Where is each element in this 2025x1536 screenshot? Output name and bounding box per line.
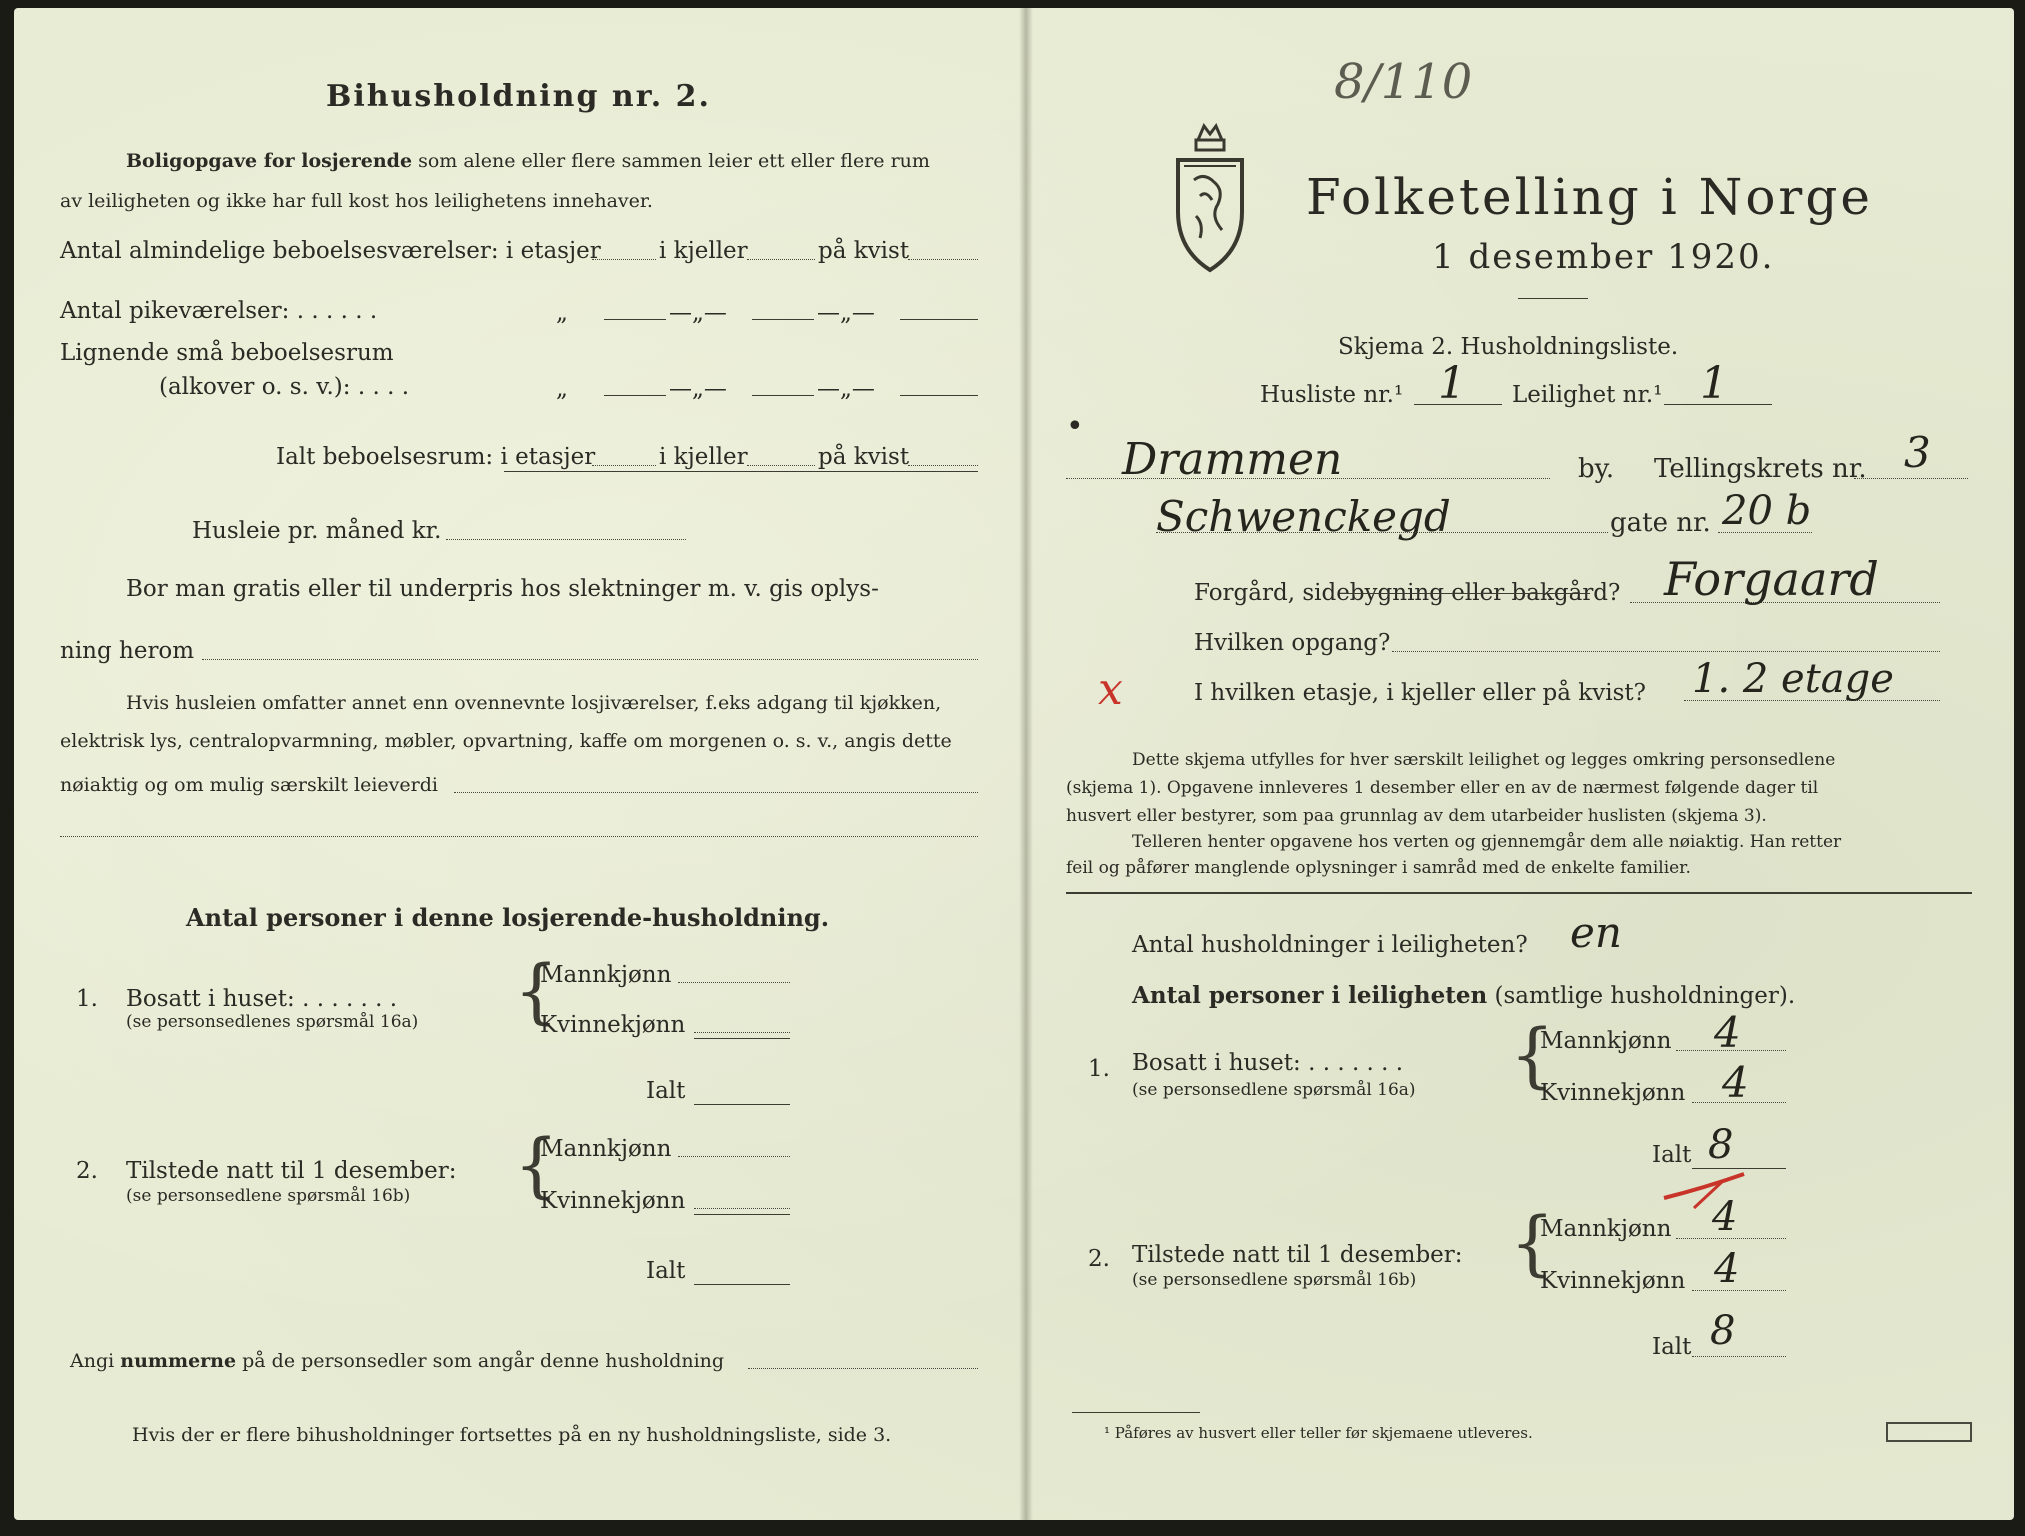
right-q2-brace: {	[1510, 1202, 1555, 1284]
yard-label: Forgård, sidebygning eller bakgård?	[1194, 580, 1621, 606]
similar-rooms-label-1: Lignende små beboelsesrum	[60, 340, 394, 366]
free-line2: ning herom	[60, 638, 195, 664]
left-q1-female-rule	[694, 1038, 790, 1039]
maid-line-1	[604, 319, 666, 320]
archive-mark: 8/110	[1334, 54, 1473, 110]
schema-label: Skjema 2. Husholdningsliste.	[1338, 334, 1679, 360]
right-q2-male-value: 4	[1712, 1194, 1738, 1240]
rooms-floors-field	[592, 259, 656, 260]
left-q2-female-field	[694, 1208, 790, 1209]
persons-bold: Antal personer i leiligheten	[1132, 982, 1488, 1009]
rooms-attic-field	[908, 259, 978, 260]
similar-line-2	[752, 395, 814, 396]
instructions-line2: (skjema 1). Opgavene innleveres 1 desember eller en av de nærmest følgende dager til	[1066, 778, 1819, 798]
left-q2-number: 2.	[76, 1158, 98, 1184]
street-value: Schwenckegd	[1156, 492, 1451, 541]
district-value: 3	[1904, 428, 1931, 477]
maid-line-2	[752, 319, 814, 320]
left-q2-male-label: Mannkjønn	[540, 1136, 672, 1162]
right-q2-label: Tilstede natt til 1 desember:	[1132, 1242, 1463, 1268]
includes-field-2	[60, 836, 978, 837]
right-q2-total-label: Ialt	[1652, 1334, 1692, 1360]
left-q2-brace: {	[514, 1124, 559, 1206]
house-list-label: Husliste nr.¹	[1260, 382, 1404, 408]
similar-ditto-2: —„—	[669, 376, 727, 402]
left-q1-female-field	[694, 1032, 790, 1033]
right-q1-note: (se personsedlene spørsmål 16a)	[1132, 1080, 1416, 1100]
left-q1-note: (se personsedlenes spørsmål 16a)	[126, 1012, 419, 1032]
left-q2-total-label: Ialt	[646, 1258, 686, 1284]
numbers-bold: nummerne	[120, 1350, 237, 1372]
similar-rooms-label-2: (alkover o. s. v.): . . . .	[159, 374, 410, 400]
total-rooms-label: Ialt beboelsesrum: i etasjer	[276, 444, 596, 470]
street-label: gate nr.	[1610, 508, 1711, 538]
red-pencil-mark: x	[1098, 664, 1123, 715]
right-q2-total-field	[1692, 1356, 1786, 1357]
floor-label: I hvilken etasje, i kjeller eller på kvist?	[1194, 680, 1646, 706]
footnote-rule	[1072, 1412, 1200, 1413]
continue-note: Hvis der er flere bihusholdninger fortsettes på en ny husholdningsliste, side 3.	[132, 1424, 892, 1446]
numbers-field	[748, 1368, 978, 1369]
left-persons-heading: Antal personer i denne losjerende-husholdning.	[186, 903, 830, 932]
similar-line-1	[604, 395, 666, 396]
instructions-line3: husvert eller bestyrer, som paa grunnlag av dem utarbeider huslisten (skjema 3).	[1066, 806, 1767, 826]
left-q1-female-label: Kvinnekjønn	[540, 1012, 686, 1038]
similar-line-3	[900, 395, 978, 396]
rooms-cellar-label: i kjeller	[659, 238, 748, 264]
right-q1-total-value: 8	[1708, 1122, 1734, 1168]
right-q2-female-label: Kvinnekjønn	[1540, 1268, 1686, 1294]
intro-rest: som alene eller flere sammen leier ett eller flere rum	[418, 150, 930, 172]
right-q2-male-label: Mannkjønn	[1540, 1216, 1672, 1242]
entrance-label: Hvilken opgang?	[1194, 630, 1391, 656]
pencil-strokes	[1654, 1158, 1754, 1218]
includes-line1: Hvis husleien omfatter annet enn ovennevnte losjiværelser, f.eks adgang til kjøkken,	[126, 692, 942, 714]
left-q2-female-rule	[694, 1214, 790, 1215]
left-q1-male-field	[678, 982, 790, 983]
entrance-field	[1392, 651, 1940, 652]
numbers-suffix: på de personsedler som angår denne husholdning	[242, 1350, 725, 1372]
apartment-label: Leilighet nr.¹	[1512, 382, 1663, 408]
maid-line-3	[900, 319, 978, 320]
similar-ditto-3: —„—	[817, 376, 875, 402]
city-field	[1066, 478, 1550, 479]
right-q1-female-value: 4	[1722, 1058, 1749, 1107]
form-title: Folketelling i Norge	[1306, 168, 1873, 226]
yard-value: Forgaard	[1664, 552, 1879, 606]
free-field	[202, 659, 978, 660]
includes-field	[454, 792, 978, 793]
numbers-prefix: Angi	[70, 1350, 115, 1372]
printer-stamp	[1886, 1422, 1972, 1442]
right-persons-heading	[1132, 984, 1795, 1008]
left-q2-female-label: Kvinnekjønn	[540, 1188, 686, 1214]
ink-dot: •	[1066, 409, 1084, 444]
norway-coat-of-arms-icon	[1170, 120, 1250, 280]
left-q1-label: Bosatt i huset: . . . . . . .	[126, 986, 398, 1012]
right-q1-total-label: Ialt	[1652, 1142, 1692, 1168]
page-fold	[1019, 8, 1033, 1520]
total-cellar-field	[747, 465, 815, 466]
right-q1-brace: {	[1510, 1014, 1555, 1096]
floor-value: 1. 2 etage	[1692, 656, 1894, 702]
city-label: by.	[1578, 454, 1615, 484]
maid-rooms-label: Antal pikeværelser: . . . . . .	[60, 298, 378, 324]
left-q1-number: 1.	[76, 986, 98, 1012]
yard-strike	[1340, 593, 1590, 594]
rooms-attic-label: på kvist	[818, 238, 910, 264]
right-q1-number: 1.	[1088, 1056, 1110, 1082]
left-intro-line1	[126, 152, 930, 171]
numbers-line	[70, 1352, 724, 1371]
instructions-rule	[1066, 892, 1972, 894]
includes-line2: elektrisk lys, centralopvarmning, møbler, opvartning, kaffe om morgenen o. s. v., angis dette	[60, 730, 952, 752]
free-line1: Bor man gratis eller til underpris hos slektninger m. v. gis oplys-	[126, 576, 879, 602]
street-number-value: 20 b	[1722, 488, 1812, 534]
similar-ditto: „	[556, 376, 568, 402]
right-q2-note: (se personsedlene spørsmål 16b)	[1132, 1270, 1417, 1290]
right-q1-male-label: Mannkjønn	[1540, 1028, 1672, 1054]
rent-label: Husleie pr. måned kr.	[192, 518, 442, 544]
rooms-cellar-field	[747, 259, 815, 260]
includes-line3: nøiaktig og om mulig særskilt leieverdi	[60, 774, 438, 796]
district-field	[1854, 478, 1968, 479]
total-attic-field	[908, 465, 978, 466]
right-q1-male-value: 4	[1714, 1008, 1741, 1057]
persons-rest: (samtlige husholdninger).	[1494, 983, 1796, 1009]
district-label: Tellingskrets nr.	[1654, 454, 1867, 484]
left-q1-total-field	[694, 1104, 790, 1105]
maid-ditto-3: —„—	[817, 300, 875, 326]
households-value: en	[1570, 908, 1622, 957]
instructions-line5: feil og påfører manglende oplysninger i samråd med de enkelte familier.	[1066, 858, 1691, 878]
right-q2-female-value: 4	[1714, 1246, 1740, 1292]
maid-ditto: „	[556, 300, 568, 326]
left-q2-male-field	[678, 1156, 790, 1157]
instructions-line1: Dette skjema utfylles for hver særskilt leilighet og legges omkring personsedlene	[1132, 750, 1836, 770]
households-label: Antal husholdninger i leiligheten?	[1132, 932, 1528, 958]
street-field	[1156, 532, 1608, 533]
left-q1-brace: {	[514, 950, 559, 1032]
maid-ditto-2: —„—	[669, 300, 727, 326]
title-rule	[1518, 298, 1588, 299]
footnote: ¹ Påføres av husvert eller teller før skjemaene utleveres.	[1104, 1424, 1533, 1442]
total-cellar-label: i kjeller	[659, 444, 748, 470]
total-attic-label: på kvist	[818, 444, 910, 470]
form-date: 1 desember 1920.	[1432, 237, 1775, 277]
right-q1-female-label: Kvinnekjønn	[1540, 1080, 1686, 1106]
city-value: Drammen	[1122, 434, 1343, 485]
right-q2-total-value: 8	[1710, 1308, 1736, 1354]
left-q2-label: Tilstede natt til 1 desember:	[126, 1158, 457, 1184]
left-intro-line2: av leiligheten og ikke har full kost hos leilighetens innehaver.	[60, 190, 653, 212]
left-q2-total-field	[694, 1284, 790, 1285]
right-q2-number: 2.	[1088, 1246, 1110, 1272]
total-floors-field	[592, 465, 656, 466]
total-rooms-rule	[504, 471, 978, 472]
right-q1-label: Bosatt i huset: . . . . . . .	[1132, 1050, 1404, 1076]
house-list-value: 1	[1438, 358, 1466, 409]
left-q1-total-label: Ialt	[646, 1078, 686, 1104]
left-q1-male-label: Mannkjønn	[540, 962, 672, 988]
rent-field	[446, 539, 686, 540]
left-heading: Bihusholdning nr. 2.	[326, 79, 711, 114]
census-form-sheet	[14, 8, 2014, 1520]
instructions-line4: Telleren henter opgavene hos verten og gjennemgår dem alle nøiaktig. Han retter	[1132, 832, 1842, 852]
left-q2-note: (se personsedlene spørsmål 16b)	[126, 1186, 411, 1206]
rooms-label: Antal almindelige beboelsesværelser: i etasjer	[60, 238, 601, 264]
intro-bold: Boligopgave for losjerende	[126, 150, 413, 172]
apartment-value: 1	[1700, 358, 1728, 409]
